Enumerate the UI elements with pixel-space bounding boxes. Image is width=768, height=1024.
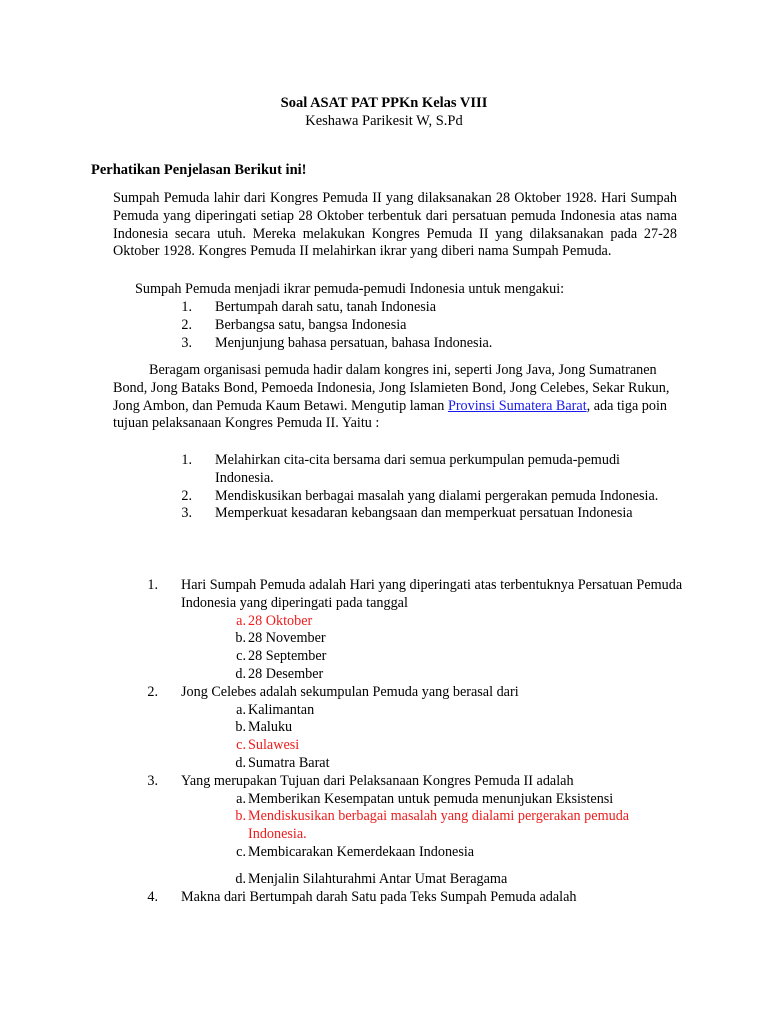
question-list bbox=[147, 577, 688, 906]
question-text: Yang merupakan Tujuan dari Pelaksanaan Kongres Pemuda II adalah bbox=[181, 772, 574, 789]
provinsi-sumbar-link[interactable]: Provinsi Sumatera Barat bbox=[447, 397, 587, 414]
list-item bbox=[181, 299, 692, 317]
question-text: Hari Sumpah Pemuda adalah Hari yang diperingati atas terbentuknya Persatuan Pemuda Indonesia yang diperingati pada tanggal bbox=[181, 577, 683, 611]
option-item bbox=[236, 612, 688, 631]
option-item bbox=[235, 808, 688, 844]
option-item bbox=[235, 719, 688, 737]
list-number: 1. bbox=[181, 452, 192, 468]
question-item bbox=[147, 772, 688, 889]
option-text: 28 Oktober bbox=[248, 612, 313, 629]
list-number: 2. bbox=[181, 316, 192, 333]
option-letter: b. bbox=[235, 719, 246, 736]
option-text: Kalimantan bbox=[248, 701, 315, 718]
list-number: 3. bbox=[181, 334, 192, 351]
section-heading: Perhatikan Penjelasan Berikut ini! bbox=[91, 162, 307, 178]
list-text: Bertumpah darah satu, tanah Indonesia bbox=[215, 299, 437, 315]
option-letter: d. bbox=[235, 665, 246, 682]
list-number: 3. bbox=[181, 505, 192, 522]
list-item bbox=[181, 334, 692, 353]
paragraph-text: , ada tiga poin tujuan pelaksanaan Kongres Pemuda II. Yaitu : bbox=[113, 397, 668, 432]
goals-list bbox=[181, 452, 672, 523]
list-text: Melahirkan cita-cita bersama dari semua perkumpulan pemuda-pemudi Indonesia. bbox=[215, 452, 620, 486]
question-number: 2. bbox=[147, 683, 158, 700]
list-item bbox=[181, 316, 692, 335]
list-text: Mendiskusikan berbagai masalah yang dialami pergerakan pemuda Indonesia. bbox=[215, 487, 659, 504]
list-number: 2. bbox=[181, 487, 192, 504]
option-text: Memberikan Kesempatan untuk pemuda menunjukan Eksistensi bbox=[248, 790, 614, 807]
option-list bbox=[235, 612, 688, 684]
list-text: Menjunjung bahasa persatuan, bahasa Indonesia. bbox=[215, 334, 493, 351]
option-text: Sumatra Barat bbox=[248, 754, 330, 771]
option-item bbox=[235, 630, 688, 648]
question-item bbox=[147, 683, 688, 773]
question-text: Jong Celebes adalah sekumpulan Pemuda yang berasal dari bbox=[181, 683, 519, 700]
question-text: Makna dari Bertumpah darah Satu pada Teks Sumpah Pemuda adalah bbox=[181, 888, 577, 905]
option-letter: a. bbox=[236, 790, 246, 807]
option-item bbox=[236, 737, 688, 755]
option-text: Menjalin Silahturahmi Antar Umat Beragama bbox=[248, 870, 508, 887]
organizations-paragraph bbox=[113, 362, 683, 433]
option-text: Maluku bbox=[248, 719, 293, 736]
option-item bbox=[235, 754, 688, 773]
list-item bbox=[181, 452, 672, 488]
option-item bbox=[236, 701, 688, 720]
option-item bbox=[235, 665, 688, 684]
list-item bbox=[181, 505, 672, 523]
option-text: Membicarakan Kemerdekaan Indonesia bbox=[248, 843, 475, 860]
option-letter: d. bbox=[235, 870, 246, 887]
option-letter: d. bbox=[235, 754, 246, 771]
list-number: 1. bbox=[181, 299, 192, 315]
question-number: 4. bbox=[147, 888, 158, 905]
intro-paragraph: Sumpah Pemuda lahir dari Kongres Pemuda II yang dilaksanakan 28 Oktober 1928. Hari Sumpah Pemuda yang diperingati setiap 28 Oktober terbentuk dari persatuan pemuda Indonesia atas nama Indonesia secara utuh. Mereka melakukan Kongres Pemuda II yang dilaksanakan pada 27-28 Oktober 1928. Kongres Pemuda II melahirkan ikrar yang diberi nama Sumpah Pemuda. bbox=[113, 190, 677, 260]
option-list bbox=[235, 790, 688, 889]
question-item bbox=[147, 888, 688, 907]
option-text: Mendiskusikan berbagai masalah yang dialami pergerakan pemuda Indonesia. bbox=[248, 808, 630, 843]
list-text: Berbangsa satu, bangsa Indonesia bbox=[215, 316, 407, 333]
option-letter: c. bbox=[236, 843, 246, 860]
paragraph-text: Beragam organisasi pemuda hadir dalam kongres ini, seperti Jong Java, Jong Sumatranen Bond, Jong Bataks Bond, Pemoeda Indonesia, Jong Islamieten Bond, Jong Celebes, Sekar Rukun, Jong Ambon, dan Pemuda Kaum Betawi. Mengutip laman bbox=[113, 362, 670, 414]
option-letter: a. bbox=[236, 612, 246, 629]
option-letter: b. bbox=[235, 808, 246, 825]
option-item bbox=[236, 843, 688, 862]
option-letter: a. bbox=[236, 701, 246, 718]
list-item bbox=[181, 487, 672, 506]
option-item bbox=[236, 790, 688, 809]
question-number: 3. bbox=[147, 772, 158, 789]
list-text: Memperkuat kesadaran kebangsaan dan memperkuat persatuan Indonesia bbox=[215, 505, 633, 522]
option-item bbox=[235, 870, 688, 889]
question-item bbox=[147, 577, 688, 684]
pledge-intro: Sumpah Pemuda menjadi ikrar pemuda-pemudi Indonesia untuk mengakui: bbox=[135, 281, 565, 297]
option-letter: c. bbox=[236, 648, 246, 665]
option-text: 28 November bbox=[248, 630, 326, 647]
option-letter: b. bbox=[235, 630, 246, 647]
question-number: 1. bbox=[147, 577, 158, 593]
option-item bbox=[236, 648, 688, 666]
option-list bbox=[235, 701, 688, 773]
document-author: Keshawa Parikesit W, S.Pd bbox=[305, 113, 463, 129]
pledge-list bbox=[181, 299, 692, 352]
option-letter: c. bbox=[236, 737, 246, 754]
option-text: 28 Desember bbox=[248, 665, 324, 682]
option-text: 28 September bbox=[248, 648, 327, 665]
option-text: Sulawesi bbox=[248, 737, 300, 754]
document-title: Soal ASAT PAT PPKn Kelas VIII bbox=[280, 95, 488, 111]
